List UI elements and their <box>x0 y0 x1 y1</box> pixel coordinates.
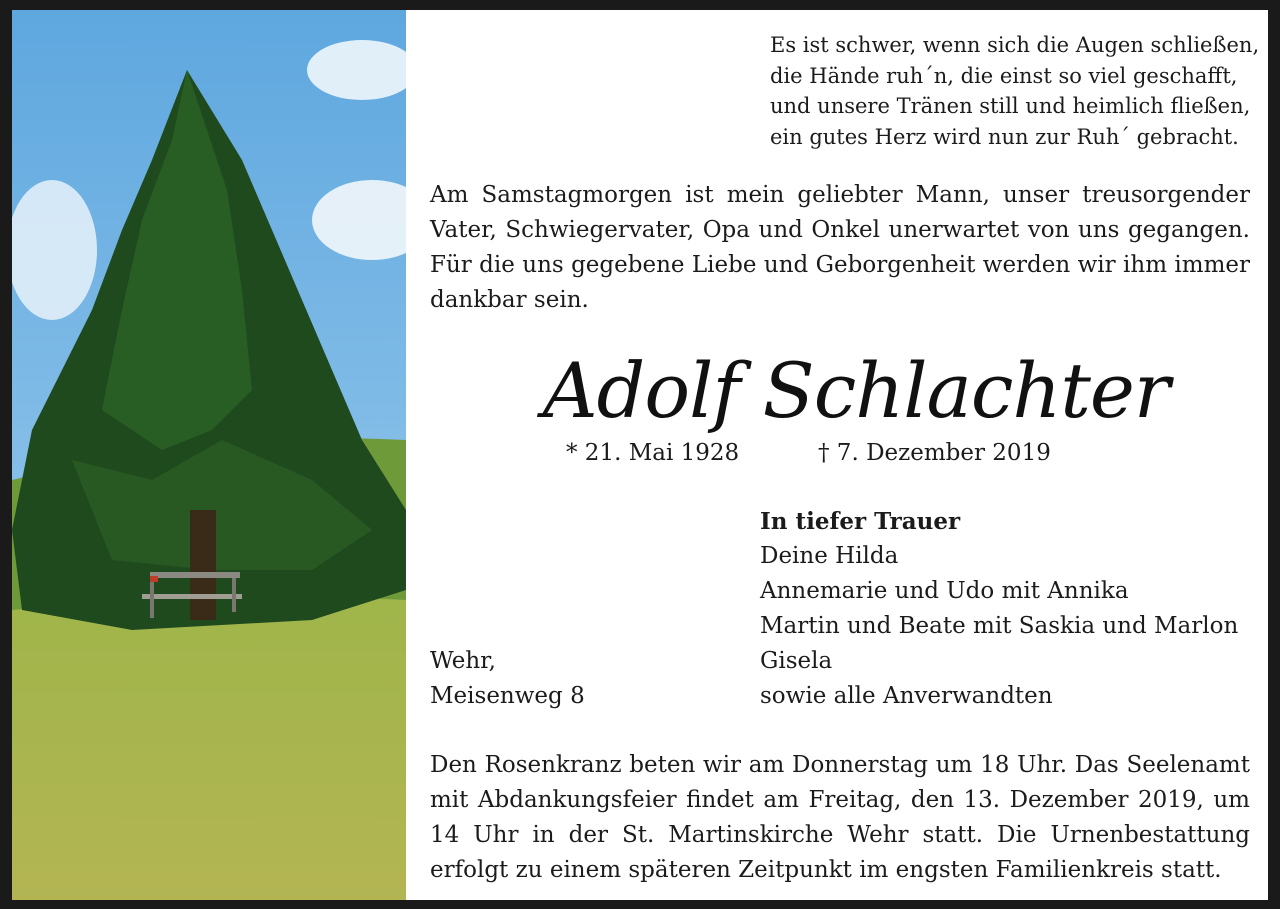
fir-tree-image <box>12 10 406 900</box>
mourner-entry: Annemarie und Udo mit Annika <box>760 578 1129 604</box>
address-street: Meisenweg 8 <box>430 683 585 709</box>
mourner-entry: sowie alle Anverwandten <box>760 683 1053 709</box>
poem-line: Es ist schwer, wenn sich die Augen schließen, <box>770 33 1260 57</box>
funeral-details-paragraph: Den Rosenkranz beten wir am Donnerstag um 18 Uhr. Das Seelenamt mit Abdankungsfeier findet am Freitag, den 13. Dezember 2019, um 14 Uhr in der St. Martinskirche Wehr statt. Die Urnenbestattung erfolgt zu einem späteren Zeitpunkt im engsten Familienkreis statt. <box>430 752 1250 883</box>
mourning-heading: In tiefer Trauer <box>760 508 961 535</box>
poem-line: und unsere Tränen still und heimlich fließen, <box>770 94 1251 118</box>
mourner-entry: Martin und Beate mit Saskia und Marlon <box>760 613 1239 639</box>
death-date: † 7. Dezember 2019 <box>818 440 1051 466</box>
poem-line: die Hände ruh´n, die einst so viel geschafft, <box>770 63 1238 88</box>
birth-date: * 21. Mai 1928 <box>566 440 740 466</box>
obituary-text-panel <box>406 10 1268 900</box>
intro-paragraph: Am Samstagmorgen ist mein geliebter Mann, unser treusorgender Vater, Schwiegervater, Opa und Onkel unerwartet von uns gegangen. Für die uns gegebene Liebe und Geborgenheit werden wir ihm immer dankbar sein. <box>430 182 1250 313</box>
poem <box>770 30 1260 152</box>
deceased-name: Adolf Schlachter <box>542 346 1170 435</box>
address-city: Wehr, <box>430 648 496 674</box>
mourners-list <box>760 504 1260 714</box>
poem-line: ein gutes Herz wird nun zur Ruh´ gebracht. <box>770 124 1239 149</box>
address-block <box>430 644 585 714</box>
mourner-entry: Gisela <box>760 648 833 674</box>
mourner-entry: Deine Hilda <box>760 543 899 569</box>
fir-tree-photo <box>12 10 406 900</box>
